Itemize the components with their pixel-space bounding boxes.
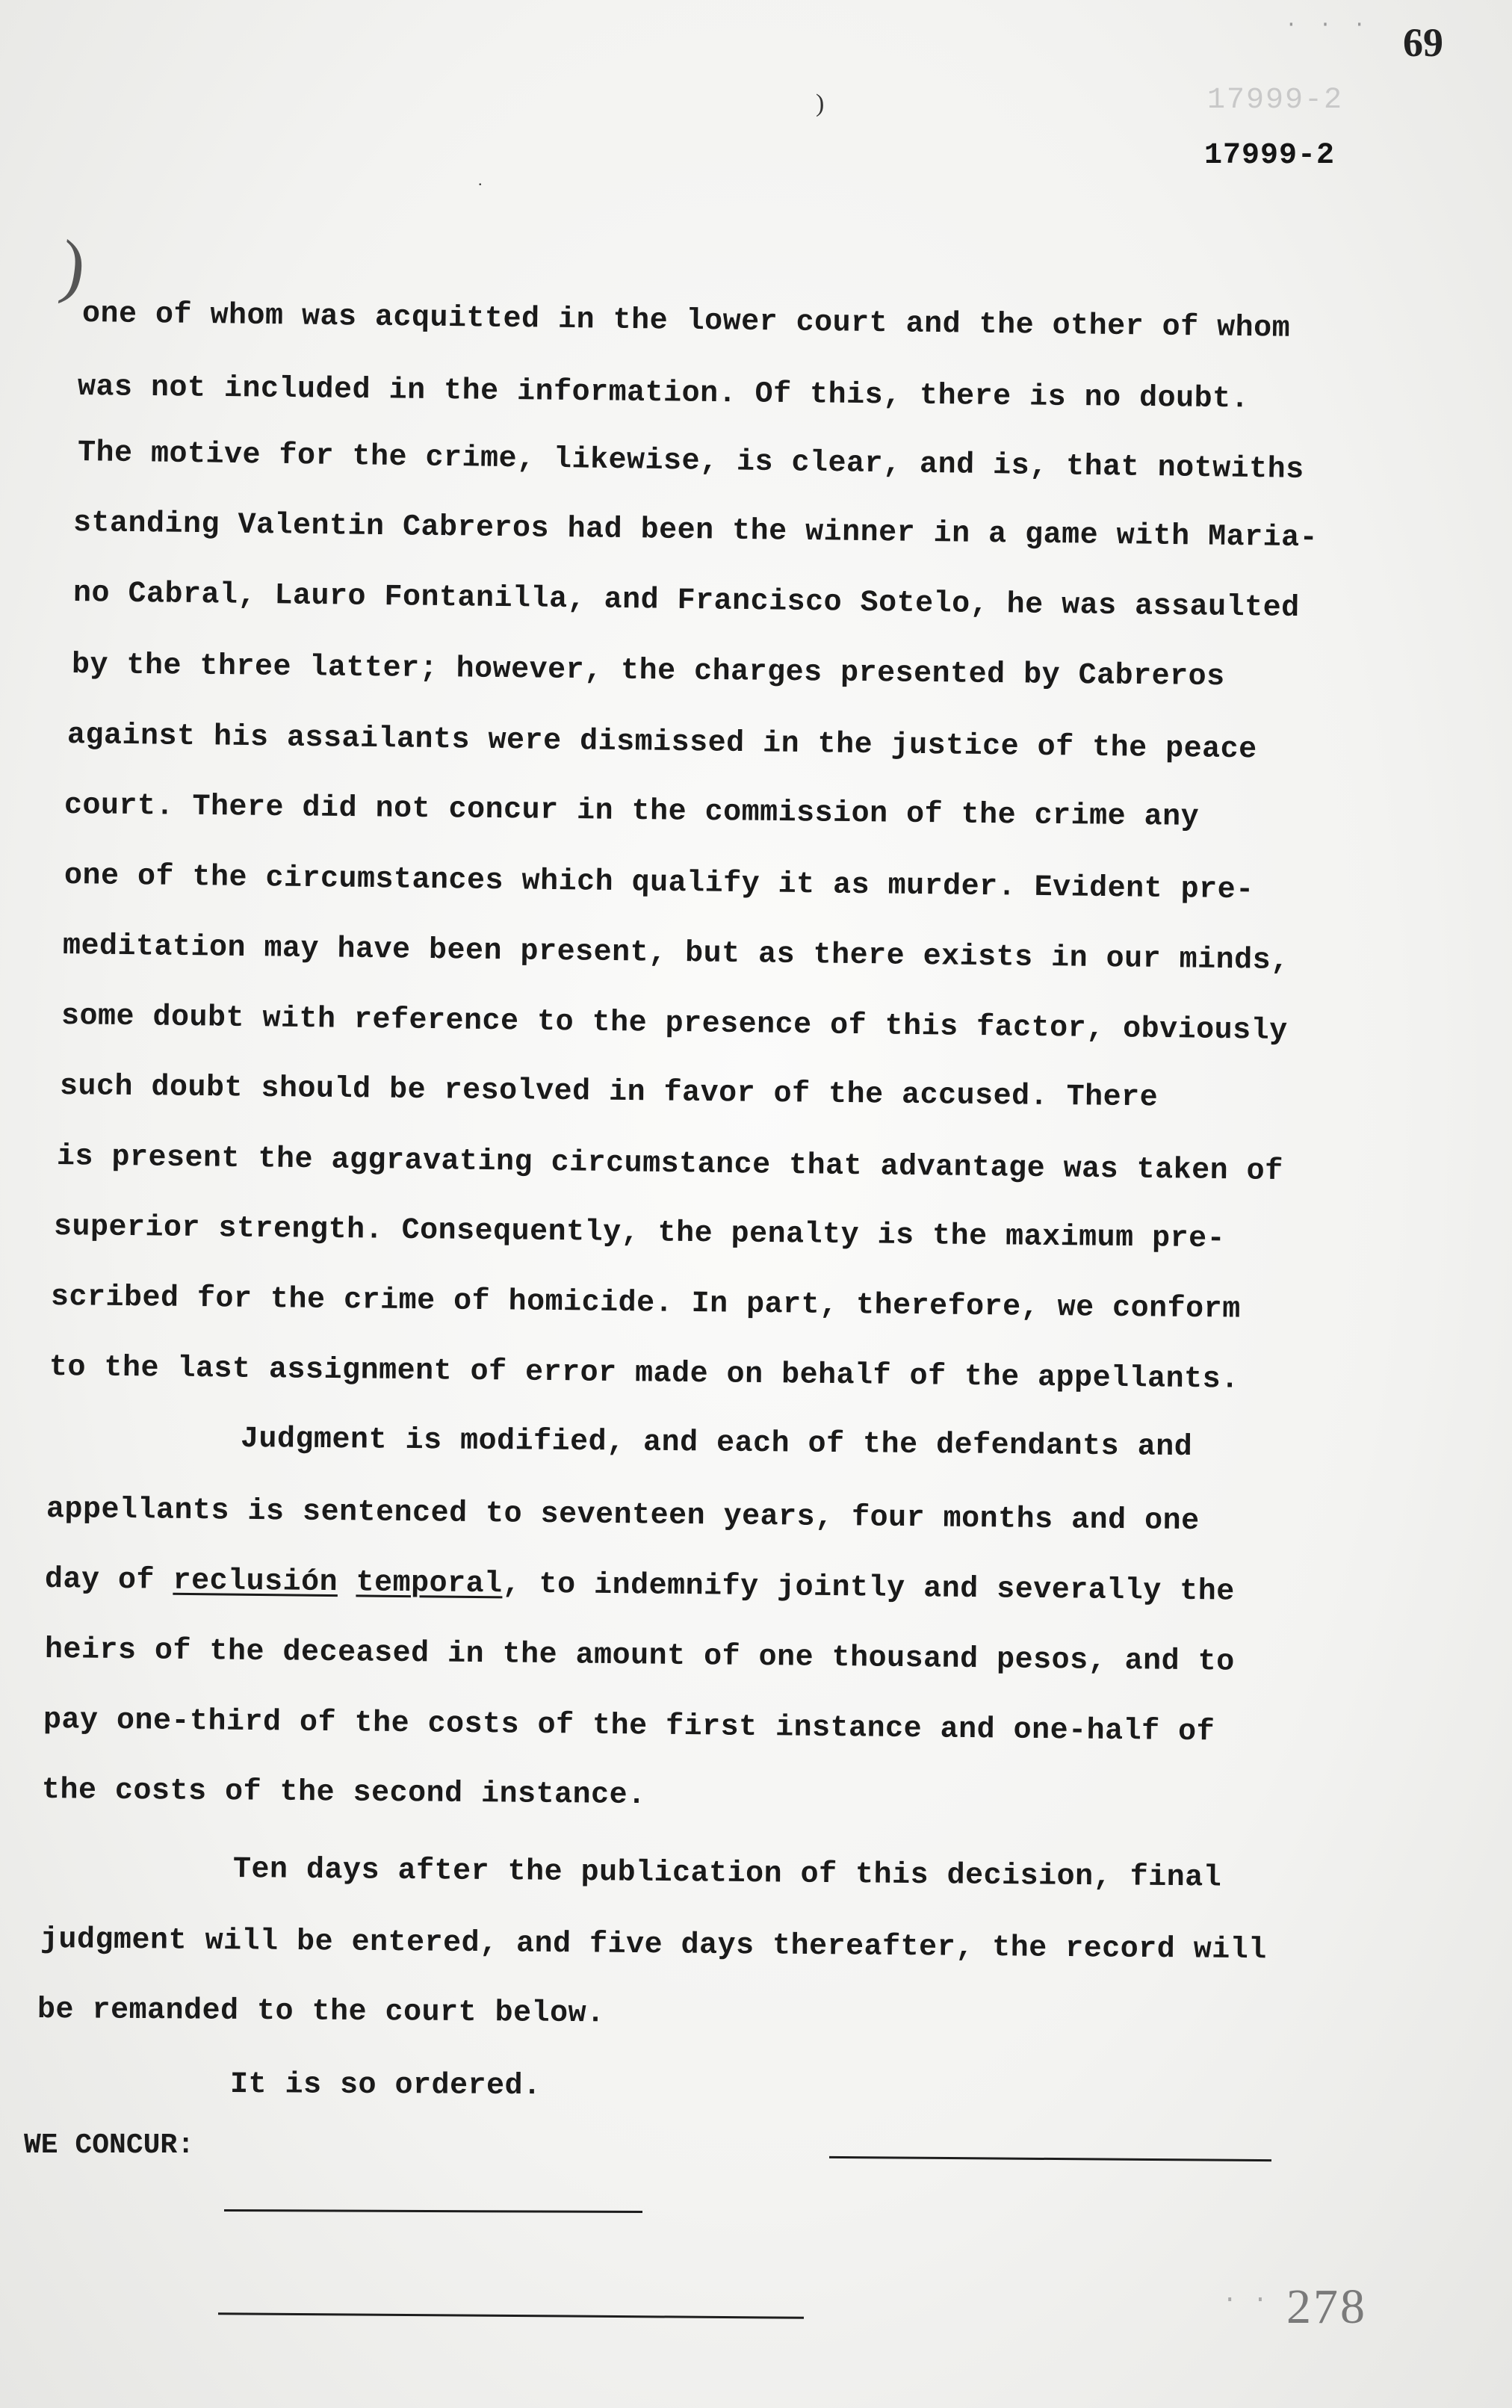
signature-line-ponente xyxy=(829,2156,1271,2161)
text-line: by the three latter; however, the charges presented by Cabreros xyxy=(71,649,1225,695)
corner-dots: · · · xyxy=(1285,13,1371,37)
stray-mark: . xyxy=(478,170,483,189)
folio-dots: · · xyxy=(1222,2286,1268,2315)
text-line: judgment will be entered, and five days thereafter, the record will xyxy=(40,1923,1267,1968)
text-segment: , to indemnify jointly and severally the xyxy=(502,1567,1235,1609)
emphasized-term: reclusión xyxy=(173,1564,338,1600)
text-line: is present the aggravating circumstance that advantage was taken of xyxy=(56,1140,1283,1189)
text-line: appellants is sentenced to seventeen years, four months and one xyxy=(46,1493,1200,1539)
text-segment: day of xyxy=(44,1563,155,1598)
signature-line-concurring-1 xyxy=(224,2209,642,2213)
margin-bracket: ) xyxy=(55,224,91,307)
text-line: to the last assignment of error made on behalf of the appellants. xyxy=(49,1351,1239,1397)
text-line: pay one-third of the costs of the first instance and one-half of xyxy=(43,1703,1215,1750)
text-line: The motive for the crime, likewise, is clear, and is, that notwiths xyxy=(77,436,1304,487)
text-line: standing Valentin Cabreros had been the winner in a game with Maria- xyxy=(72,507,1319,556)
text-line: some doubt with reference to the presence of this factor, obviously xyxy=(61,1000,1288,1049)
text-line xyxy=(45,1563,1235,1609)
text-line: one of the circumstances which qualify it as murder. Evident pre- xyxy=(63,859,1254,908)
document-number: 17999-2 xyxy=(1204,139,1336,173)
faint-document-stamp: 17999-2 xyxy=(1207,84,1344,117)
text-line: It is so ordered. xyxy=(229,2068,542,2104)
text-line: meditation may have been present, but as there exists in our minds, xyxy=(62,929,1289,979)
text-line: Judgment is modified, and each of the defendants and xyxy=(240,1423,1193,1465)
text-line: Ten days after the publication of this decision, final xyxy=(232,1853,1222,1895)
page-number: 69 xyxy=(1403,20,1443,65)
text-line: was not included in the information. Of this, there is no doubt. xyxy=(77,371,1250,417)
folio-number: 278 xyxy=(1286,2279,1367,2334)
text-line: heirs of the deceased in the amount of one thousand pesos, and to xyxy=(44,1633,1235,1680)
emphasized-term: temporal xyxy=(356,1566,503,1602)
text-line: be remanded to the court below. xyxy=(37,1993,605,2031)
text-line: the costs of the second instance. xyxy=(41,1774,646,1813)
text-line: one of whom was acquitted in the lower court and the other of whom xyxy=(81,297,1291,346)
text-line: such doubt should be resolved in favor of the accused. There xyxy=(59,1070,1159,1115)
we-concur-label: WE CONCUR: xyxy=(24,2129,195,2161)
signature-line-concurring-2 xyxy=(218,2312,804,2318)
text-line: against his assailants were dismissed in the justice of the peace xyxy=(66,719,1257,767)
text-line: court. There did not concur in the commission of the crime any xyxy=(63,789,1200,835)
stray-mark: ) xyxy=(816,90,825,117)
text-line: scribed for the crime of homicide. In part, therefore, we conform xyxy=(50,1281,1241,1327)
text-line: superior strength. Consequently, the penalty is the maximum pre- xyxy=(53,1210,1226,1257)
text-line: no Cabral, Lauro Fontanilla, and Francisco Sotelo, he was assaulted xyxy=(72,577,1300,626)
